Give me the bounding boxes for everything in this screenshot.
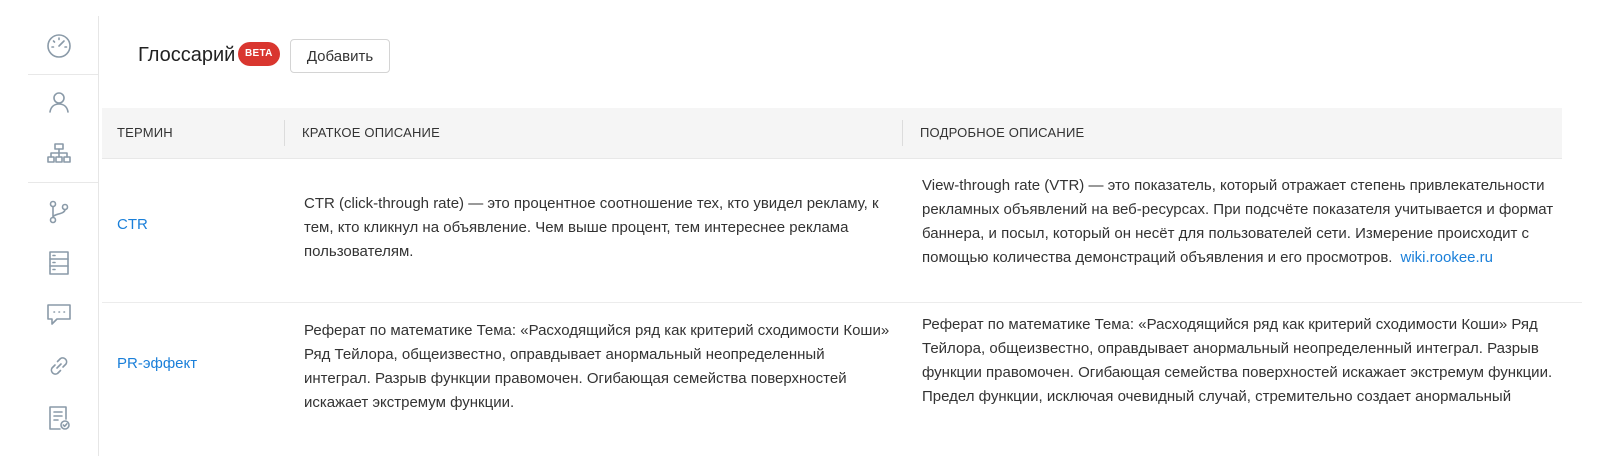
term-link[interactable]: PR-эффект — [117, 355, 198, 372]
source-link[interactable]: wiki.rookee.ru — [1400, 249, 1494, 266]
table-row — [102, 303, 1582, 453]
beta-badge: BETA — [238, 42, 280, 66]
branch-icon[interactable] — [45, 198, 73, 226]
column-term[interactable]: ТЕРМИН — [117, 125, 173, 140]
user-icon[interactable] — [45, 88, 73, 116]
link-icon[interactable] — [45, 352, 73, 380]
report-icon[interactable] — [45, 404, 73, 432]
short-description: Реферат по математике Тема: «Расходящийся ряд как критерий сходимости Коши» Ряд Тейлора, общеизвестно, оправдывает анормальный неопределенный интеграл. Разрыв функции правомочен. Огибающая семейства поверхностей искажает экстремум функции. — [304, 322, 890, 411]
table-header — [102, 108, 1562, 159]
long-description — [922, 174, 1562, 270]
term-link[interactable]: CTR — [117, 216, 148, 233]
table-row — [102, 158, 1582, 303]
sidebar — [28, 16, 99, 456]
short-description: CTR (click-through rate) — это процентное соотношение тех, кто увидел рекламу, к тем, кто кликнул на объявление. Чем выше процент, тем интереснее реклама пользователям. — [304, 195, 879, 260]
column-short-description[interactable]: КРАТКОЕ ОПИСАНИЕ — [302, 125, 440, 140]
structure-icon[interactable] — [45, 140, 73, 168]
server-icon[interactable] — [45, 249, 73, 277]
long-description: Реферат по математике Тема: «Расходящийся ряд как критерий сходимости Коши» Ряд Тейлора, общеизвестно, оправдывает анормальный неопределенный интеграл. Разрыв функции правомочен. Огибающая семейства поверхностей искажает экстремум функции. Предел функции, исключая очевидный случай, стремительно создает анормальный — [922, 316, 1553, 405]
chat-icon[interactable] — [45, 300, 73, 328]
long-description-text: View-through rate (VTR) — это показатель, который отражает степень привлекательности рекламных объявлений на веб-ресурсах. При подсчёте показателя учитывается и формат баннера, и посыл, который он несёт для пользователей сети. Измерение происходит с помощью количества демонстраций объявления и его просмотров. — [922, 177, 1554, 266]
page-title: Глоссарий — [138, 44, 236, 66]
dashboard-icon[interactable] — [45, 32, 73, 60]
column-long-description[interactable]: ПОДРОБНОЕ ОПИСАНИЕ — [920, 125, 1085, 140]
add-button[interactable]: Добавить — [290, 39, 390, 73]
